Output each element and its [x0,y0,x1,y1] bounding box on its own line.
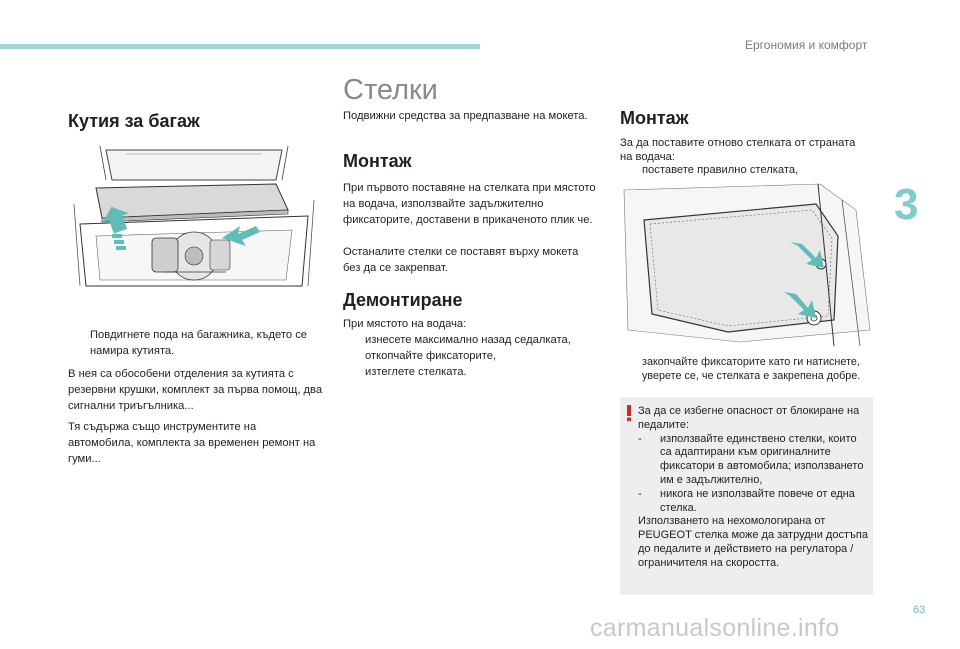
install-text-2: Останалите стелки се поставят върху мокета без да се закрепват. [343,246,579,274]
remove-title: Демонтиране [343,290,463,310]
trunk-box-title: Кутия за багаж [68,111,200,131]
warning-box [620,397,873,595]
install-title-right: Монтаж [620,108,689,128]
remove-step: изнесете максимално назад седалката, [365,334,571,346]
trunk-paragraph-1: В нея са обособени отделения за кутията с резервни крушки, комплект за първа помощ, два сигнални триъгълника... [68,368,323,412]
remove-intro: При мястото на водача: [343,318,467,330]
trunk-illustration [66,144,322,292]
warning-icon [626,405,632,421]
mats-title: Стелки [343,74,438,106]
install-right-intro: За да поставите отново стелката от страната на водача: [620,137,856,163]
trunk-bullet: Повдигнете пода на багажника, където се намира кутията. [68,327,323,359]
warning-text [638,405,868,571]
trunk-paragraph-2: Тя съдържа също инструментите на автомобила, комплекта за временен ремонт на гуми... [68,421,316,465]
remove-steps [343,316,603,380]
top-accent-bar [0,44,480,49]
install-step: поставете правилно стелката, [642,164,799,176]
warning-outro: Използването на нехомологирана от PEUGEOT стелка може да затрудни достъпа до педалите и действието на регулатора / ограничителя на скоростта. [638,515,868,569]
floor-mat-illustration [620,180,874,346]
page-number: 63 [913,604,926,616]
warning-item: - никога не използвайте повече от една стелка. [638,487,855,514]
mats-intro: Подвижни средства за предпазване на мокета. [343,110,588,122]
bullet-marker [68,327,90,359]
remove-step: изтеглете стелката. [365,366,467,378]
install-right-text [620,137,870,178]
install-steps-2 [620,355,882,383]
remove-step: откопчайте фиксаторите, [365,350,497,362]
chapter-number: 3 [894,180,919,229]
install-title-middle: Монтаж [343,151,412,171]
install-step: уверете се, че стелката е закрепена добре. [642,370,861,382]
warning-item: - използвайте единствено стелки, които са адаптирани към оригиналните фиксатори в автомобила; използването им е задължително, [638,432,864,486]
warning-intro: За да се избегне опасност от блокиране на педалите: [638,405,860,431]
install-text-1: При първото поставяне на стелката при мястото на водача, използвайте задължително фиксаторите, доставени в прикаченото плик че. [343,182,596,226]
watermark: carmanualsonline.info [590,614,840,642]
install-step: закопчайте фиксаторите като ги натиснете, [642,356,860,368]
section-header: Ергономия и комфорт [745,38,868,52]
